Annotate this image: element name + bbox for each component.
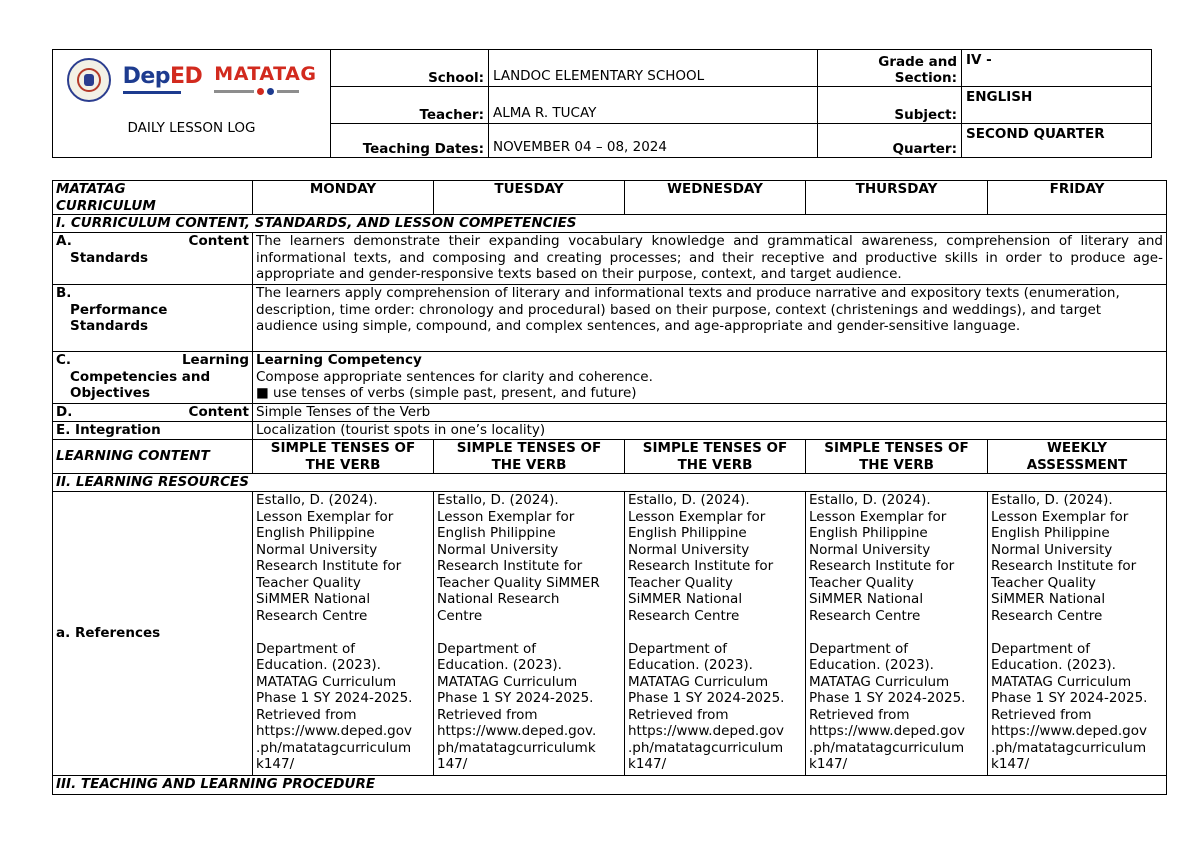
section-heading-resources: II. LEARNING RESOURCES [53,474,1167,492]
content-standards-row [53,233,1167,285]
learning-content-tuesday: SIMPLE TENSES OF THE VERB [434,440,625,474]
integration-row [53,422,1167,440]
day-monday: MONDAY [253,181,434,215]
learning-content-row [53,440,1167,474]
teaching-dates-label: Teaching Dates: [331,124,489,158]
section-heading-curriculum: I. CURRICULUM CONTENT, STANDARDS, AND LESSON COMPETENCIES [53,215,1167,233]
document-title: DAILY LESSON LOG [127,120,256,136]
learning-content-friday: WEEKLY ASSESSMENT [988,440,1167,474]
learning-content-thursday: SIMPLE TENSES OF THE VERB [806,440,988,474]
teaching-dates-value: NOVEMBER 04 – 08, 2024 [489,124,818,158]
subject-value: ENGLISH [962,87,1152,124]
content-standards-text: The learners demonstrate their expanding vocabulary knowledge and grammatical awareness, comprehension of literary and informational texts, and composing and creating processes; and their receptive and productive skills in order to produce age-appropriate and gender-responsive texts based on their purpose, context, and target audience. [253,233,1167,285]
integration-text: Localization (tourist spots in one’s locality) [253,422,1167,440]
quarter-value: SECOND QUARTER [962,124,1152,158]
day-friday: FRIDAY [988,181,1167,215]
learning-competency-bullet: ■ use tenses of verbs (simple past, present, and future) [256,385,637,401]
references-thursday: Estallo, D. (2024). Lesson Exemplar for English Philippine Normal University Research Institute for Teacher Quality SiMMER National Research Centre Department of Education. (2023). MATATAG Curriculum Phase 1 SY 2024-2025. Retrieved from https://www.deped.gov .ph/matatagcurriculum k147/ [806,492,988,776]
grade-section-label: Grade and Section: [818,50,962,87]
learning-content-label: LEARNING CONTENT [53,440,253,474]
subject-label: Subject: [818,87,962,124]
performance-standards-text: The learners apply comprehension of literary and informational texts and produce narrative and expository texts (enumeration, description, time order: chronology and procedural) based on their purpose, context (christenings and weddings), and target audience using simple, compound, and complex sentences, and age-appropriate and gender-sensitive language. [253,285,1167,352]
matatag-logo [214,65,316,95]
deped-logo-text: DepED [122,64,203,89]
references-tuesday: Estallo, D. (2024). Lesson Exemplar for English Philippine Normal University Research Institute for Teacher Quality SiMMER National Research Centre Department of Education. (2023). MATATAG Curriculum Phase 1 SY 2024-2025. Retrieved from https://www.deped.gov. ph/matatagcurriculumk 147/ [434,492,625,776]
quarter-label: Quarter: [818,124,962,158]
logo-group [53,58,330,102]
day-wednesday: WEDNESDAY [625,181,806,215]
learning-competencies-row [53,352,1167,404]
references-wednesday: Estallo, D. (2024). Lesson Exemplar for English Philippine Normal University Research Institute for Teacher Quality SiMMER National Research Centre Department of Education. (2023). MATATAG Curriculum Phase 1 SY 2024-2025. Retrieved from https://www.deped.gov .ph/matatagcurriculum k147/ [625,492,806,776]
day-thursday: THURSDAY [806,181,988,215]
school-value: LANDOC ELEMENTARY SCHOOL [489,50,818,87]
teacher-label: Teacher: [331,87,489,124]
deped-logo [123,66,203,94]
references-friday: Estallo, D. (2024). Lesson Exemplar for English Philippine Normal University Research Institute for Teacher Quality SiMMER National Research Centre Department of Education. (2023). MATATAG Curriculum Phase 1 SY 2024-2025. Retrieved from https://www.deped.gov .ph/matatagcurriculum k147/ [988,492,1167,776]
content-standards-label: A. Content Standards [53,233,253,285]
deped-seal-logo [67,58,111,102]
days-header-row [53,181,1167,215]
performance-standards-label: B. Performance Standards [53,285,253,352]
curriculum-label: MATATAG CURRICULUM [53,181,253,215]
matatag-logo-text: MATATAG [214,63,317,85]
references-monday: Estallo, D. (2024). Lesson Exemplar for English Philippine Normal University Research Institute for Teacher Quality SiMMER National Research Centre Department of Education. (2023). MATATAG Curriculum Phase 1 SY 2024-2025. Retrieved from https://www.deped.gov .ph/matatagcurriculum k147/ [253,492,434,776]
learning-content-wednesday: SIMPLE TENSES OF THE VERB [625,440,806,474]
section-heading-procedure: III. TEACHING AND LEARNING PROCEDURE [53,776,1167,795]
teacher-value: ALMA R. TUCAY [489,87,818,124]
integration-label: E. Integration [53,422,253,440]
logo-cell [53,50,331,158]
references-label: a. References [53,492,253,776]
day-tuesday: TUESDAY [434,181,625,215]
grade-section-value: IV - [962,50,1152,87]
learning-competency-heading: Learning Competency [256,352,422,368]
header-table [52,49,1152,158]
school-label: School: [331,50,489,87]
performance-standards-row [53,285,1167,352]
learning-competencies-text [253,352,1167,404]
lesson-log-table [52,180,1167,795]
content-row [53,404,1167,422]
learning-competencies-label: C. Learning Competencies and Objectives [53,352,253,404]
content-label: D. Content [53,404,253,422]
references-row [53,492,1167,776]
content-text: Simple Tenses of the Verb [253,404,1167,422]
learning-content-monday: SIMPLE TENSES OF THE VERB [253,440,434,474]
learning-competency-line: Compose appropriate sentences for clarity and coherence. [256,368,653,385]
